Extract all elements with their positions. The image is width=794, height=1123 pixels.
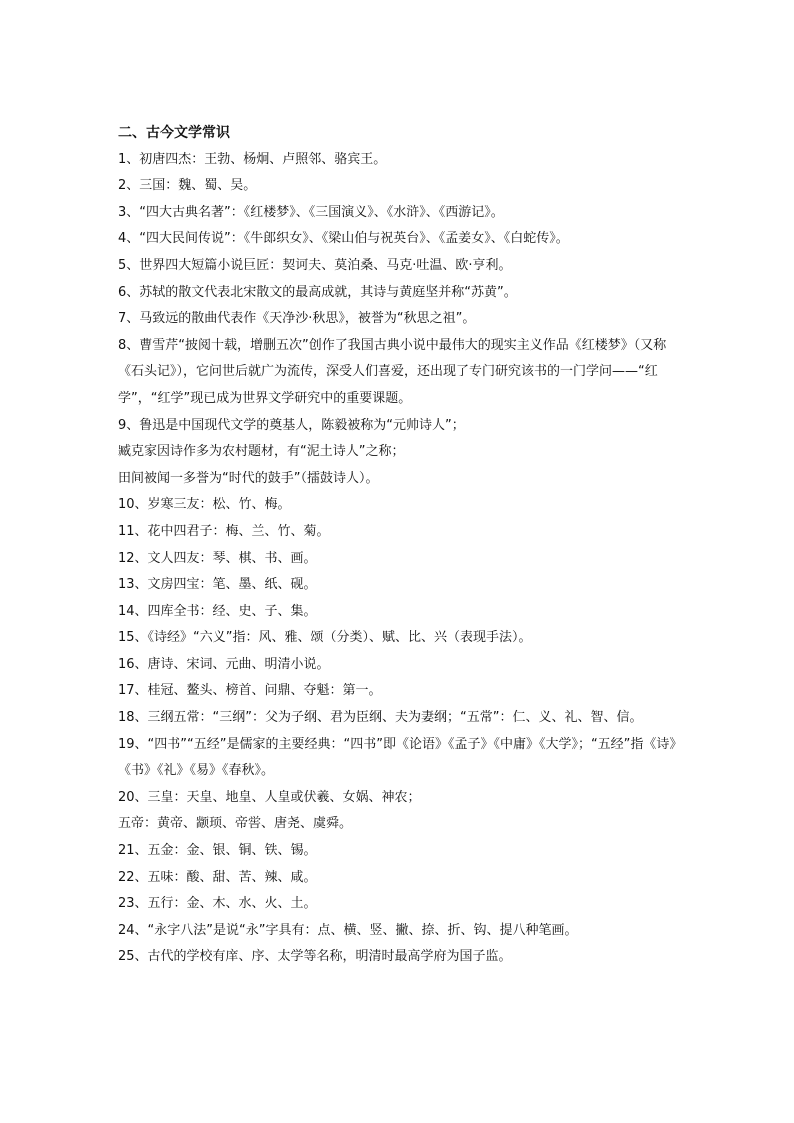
- list-item: 17、桂冠、鳌头、榜首、问鼎、夺魁：第一。: [118, 683, 382, 699]
- list-item: 23、五行：金、木、水、火、土。: [118, 896, 317, 912]
- list-item: 11、花中四君子：梅、兰、竹、菊。: [118, 523, 330, 539]
- list-item: 12、文人四友：琴、棋、书、画。: [118, 550, 317, 566]
- list-item: 25、古代的学校有庠、序、太学等名称，明清时最高学府为国子监。: [118, 949, 512, 965]
- list-item: 20、三皇：天皇、地皇、人皇或伏羲、女娲、神农；: [118, 789, 421, 805]
- section-heading: 二、古今文学常识: [118, 125, 230, 141]
- list-item: 14、四库全书：经、史、子、集。: [118, 603, 317, 619]
- list-item: 16、唐诗、宋词、元曲、明清小说。: [118, 656, 330, 672]
- list-item: 五帝：黄帝、颛顼、帝喾、唐尧、虞舜。: [118, 816, 353, 832]
- list-item: 24、“永字八法”是说“永”字具有：点、横、竖、撇、捺、折、钩、提八种笔画。: [118, 922, 578, 938]
- list-item: 8、曹雪芹“披阅十载，增删五次”创作了我国古典小说中最伟大的现实主义作品《红楼梦》（又称《石头记》），它问世后就广为流传，深受人们喜爱，还出现了专门研究该书的一门学问——“红学”，“红学”现已成为世界文学研究中的重要课题。: [118, 337, 667, 406]
- list-item: 7、马致远的散曲代表作《天净沙·秋思》，被誉为“秋思之祖”。: [118, 311, 476, 327]
- list-item: 3、“四大古典名著”：《红楼梦》、《三国演义》、《水浒》、《西游记》。: [118, 204, 504, 220]
- list-item: 21、五金：金、银、铜、铁、锡。: [118, 843, 317, 859]
- list-item: 15、《诗经》“六义”指：风、雅、颂（分类）、赋、比、兴（表现手法）。: [118, 630, 532, 646]
- list-item: 9、鲁迅是中国现代文学的奠基人，陈毅被称为“元帅诗人”；: [118, 417, 465, 433]
- list-item: 6、苏轼的散文代表北宋散文的最高成就，其诗与黄庭坚并称“苏黄”。: [118, 284, 517, 300]
- list-item: 1、初唐四杰：王勃、杨炯、卢照邻、骆宾王。: [118, 151, 387, 167]
- list-item: 13、文房四宝：笔、墨、纸、砚。: [118, 577, 317, 593]
- list-item: 田间被闻一多誉为“时代的鼓手”（擂鼓诗人）。: [118, 470, 379, 486]
- list-item: 22、五味：酸、甜、苦、辣、咸。: [118, 869, 317, 885]
- list-item: 5、世界四大短篇小说巨匠：契诃夫、莫泊桑、马克·吐温、欧·亨利。: [118, 257, 512, 273]
- list-item: 10、岁寒三友：松、竹、梅。: [118, 497, 291, 513]
- list-item: 18、三纲五常：“三纲”：父为子纲、君为臣纲、夫为妻纲；“五常”：仁、义、礼、智、信。: [118, 710, 643, 726]
- list-item: 19、“四书”“五经”是儒家的主要经典：“四书”即《论语》《孟子》《中庸》《大学》；“五经”指《诗》《书》《礼》《易》《春秋》。: [118, 736, 683, 779]
- document-content: [118, 120, 684, 971]
- list-item: 2、三国：魏、蜀、吴。: [118, 178, 257, 194]
- list-item: 臧克家因诗作多为农村题材，有“泥土诗人”之称；: [118, 444, 405, 460]
- list-item: 4、“四大民间传说”：《牛郎织女》、《梁山伯与祝英台》、《孟姜女》、《白蛇传》。: [118, 231, 569, 247]
